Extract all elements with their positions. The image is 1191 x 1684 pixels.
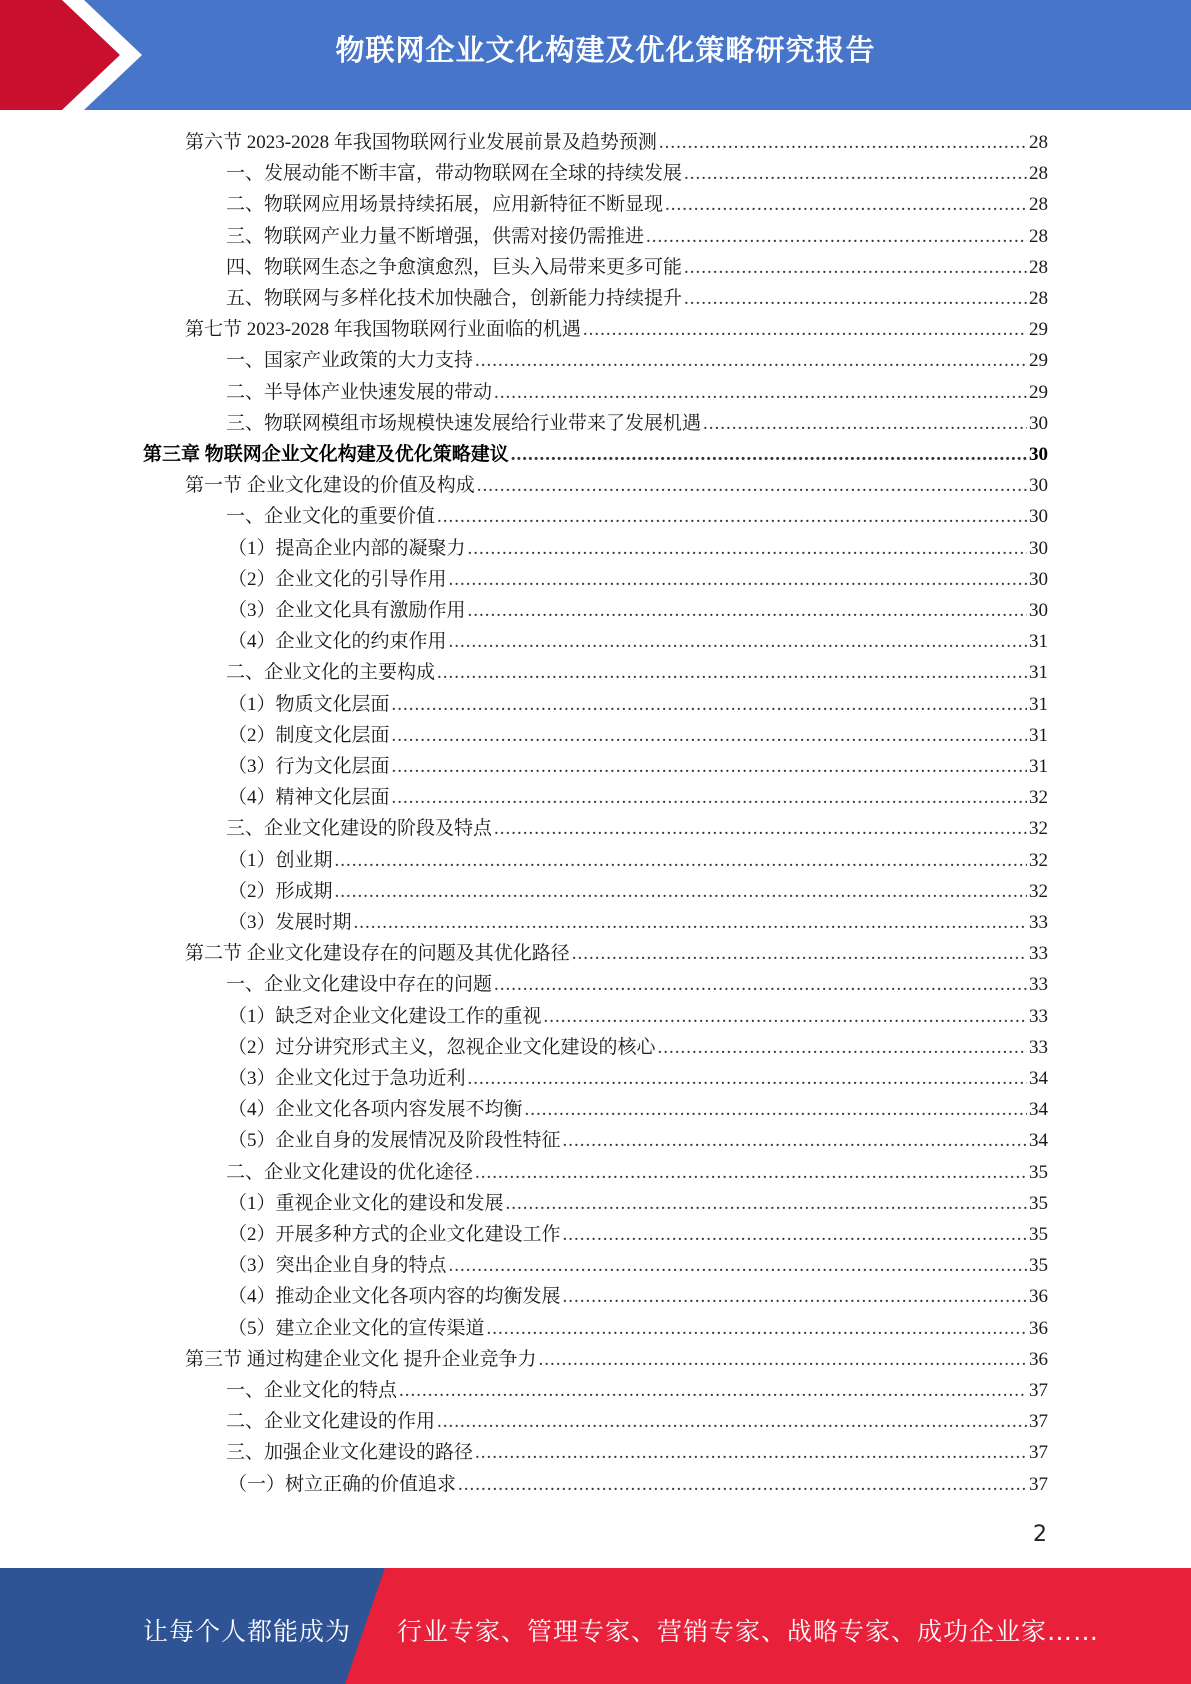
toc-title: （5）企业自身的发展情况及阶段性特征 (228, 1130, 561, 1152)
toc-title: 五、物联网与多样化技术加快融合，创新能力持续提升 (226, 288, 683, 309)
toc-chapter[interactable] (143, 439, 1048, 470)
toc-page-number: 33 (1029, 1005, 1048, 1027)
toc-leader-dots (684, 252, 1027, 283)
toc-leader-dots (659, 127, 1027, 158)
toc-page-number: 31 (1029, 693, 1048, 715)
toc-page-number: 37 (1029, 1473, 1048, 1495)
toc-item[interactable] (228, 533, 1048, 564)
toc-item[interactable] (228, 720, 1048, 751)
toc-page-number: 37 (1029, 1380, 1048, 1401)
toc-title: 第六节 2023-2028 年我国物联网行业发展前景及趋势预测 (185, 132, 657, 153)
toc-title: 二、企业文化建设的作用 (226, 1411, 436, 1433)
toc-leader-dots (583, 314, 1027, 345)
toc-item[interactable] (228, 689, 1048, 720)
toc-leader-dots (563, 1125, 1027, 1156)
toc-item[interactable] (228, 1032, 1048, 1063)
toc-section[interactable] (185, 470, 1048, 501)
toc-item[interactable] (226, 345, 1048, 376)
toc-item[interactable] (228, 782, 1048, 813)
toc-page-number: 30 (1029, 506, 1048, 528)
toc-item[interactable] (228, 626, 1048, 657)
toc-title: 一、企业文化的重要价值 (226, 506, 436, 528)
toc-leader-dots (646, 221, 1027, 252)
toc-item[interactable] (228, 845, 1048, 876)
toc-leader-dots (335, 876, 1027, 907)
toc-title: 一、发展动能不断丰富，带动物联网在全球的持续发展 (226, 163, 683, 185)
toc-title: （2）过分讲究形式主义，忽视企业文化建设的核心 (228, 1036, 656, 1058)
footer-slogan-right: 行业专家、管理专家、营销专家、战略专家、成功企业家…… (397, 1617, 1100, 1646)
toc-page-number: 33 (1029, 974, 1048, 996)
toc-leader-dots (449, 1250, 1027, 1281)
toc-title: （4）企业文化的约束作用 (228, 631, 447, 653)
toc-page-number: 30 (1029, 444, 1048, 465)
toc-leader-dots (475, 1157, 1027, 1188)
toc-leader-dots (684, 283, 1027, 314)
toc-item[interactable] (228, 1281, 1048, 1312)
toc-page-number: 36 (1029, 1317, 1048, 1339)
toc-leader-dots (475, 1437, 1027, 1468)
page-number: 2 (1033, 1522, 1047, 1547)
toc-title: （1）重视企业文化的建设和发展 (228, 1192, 504, 1214)
toc-page-number: 28 (1029, 163, 1048, 185)
toc-page-number: 28 (1029, 256, 1048, 278)
toc-item[interactable] (226, 657, 1048, 688)
toc-page-number: 30 (1029, 600, 1048, 621)
toc-page-number: 34 (1029, 1099, 1048, 1121)
toc-leader-dots (458, 1469, 1027, 1500)
toc-leader-dots (477, 470, 1027, 501)
toc-item[interactable] (226, 1375, 1048, 1406)
toc-leader-dots (475, 345, 1027, 376)
toc-leader-dots (468, 595, 1027, 626)
toc-title: （3）企业文化过于急功近利 (228, 1068, 466, 1089)
toc-section[interactable] (185, 127, 1048, 158)
toc-leader-dots (494, 377, 1027, 408)
toc-title: 第七节 2023-2028 年我国物联网行业面临的机遇 (185, 319, 581, 341)
toc-page-number: 31 (1029, 724, 1048, 746)
toc-page-number: 35 (1029, 1192, 1048, 1214)
toc-item[interactable] (228, 1469, 1048, 1500)
toc-leader-dots (539, 1344, 1027, 1375)
toc-page-number: 28 (1029, 288, 1048, 309)
toc-leader-dots (399, 1375, 1027, 1406)
toc-page-number: 32 (1029, 818, 1048, 840)
toc-title: （2）制度文化层面 (228, 724, 390, 746)
toc-item[interactable] (228, 1001, 1048, 1032)
footer-banner (0, 1568, 1191, 1684)
toc-leader-dots (658, 1032, 1027, 1063)
toc-page-number: 34 (1029, 1130, 1048, 1152)
toc-item[interactable] (226, 1406, 1048, 1437)
toc-title: （2）企业文化的引导作用 (228, 568, 447, 590)
toc-title: 第二节 企业文化建设存在的问题及其优化路径 (185, 943, 570, 965)
toc-item[interactable] (226, 408, 1048, 439)
toc-leader-dots (511, 439, 1027, 470)
toc-item[interactable] (226, 189, 1048, 220)
toc-page-number: 37 (1029, 1442, 1048, 1464)
toc-leader-dots (525, 1094, 1027, 1125)
toc-section[interactable] (185, 1344, 1048, 1375)
toc-title: （2）开展多种方式的企业文化建设工作 (228, 1224, 561, 1245)
toc-page-number: 32 (1029, 787, 1048, 809)
toc-page-number: 30 (1029, 475, 1048, 497)
toc-title: （3）行为文化层面 (228, 756, 390, 777)
toc-item[interactable] (228, 1188, 1048, 1219)
toc-item[interactable] (228, 876, 1048, 907)
toc-title: 三、企业文化建设的阶段及特点 (226, 818, 493, 840)
toc-page-number: 34 (1029, 1068, 1048, 1089)
toc-page-number: 30 (1029, 412, 1048, 434)
toc-title: （3）企业文化具有激励作用 (228, 600, 466, 621)
toc-item[interactable] (228, 1063, 1048, 1094)
toc-page-number: 31 (1029, 631, 1048, 653)
toc-title: 第三章 物联网企业文化构建及优化策略建议 (143, 444, 509, 465)
toc-item[interactable] (228, 751, 1048, 782)
toc-leader-dots (494, 969, 1027, 1000)
toc-title: 二、物联网应用场景持续拓展，应用新特征不断显现 (226, 194, 664, 216)
toc-title: 三、物联网产业力量不断增强，供需对接仍需推进 (226, 225, 645, 247)
toc-leader-dots (563, 1219, 1027, 1250)
toc-title: 二、半导体产业快速发展的带动 (226, 381, 493, 403)
toc-page-number: 30 (1029, 537, 1048, 559)
toc-item[interactable] (228, 1250, 1048, 1281)
toc-title: （3）发展时期 (228, 912, 352, 933)
toc-title: 第一节 企业文化建设的价值及构成 (185, 475, 475, 497)
toc-page-number: 36 (1029, 1286, 1048, 1308)
toc-page-number: 33 (1029, 943, 1048, 965)
toc-title: （1）缺乏对企业文化建设工作的重视 (228, 1005, 542, 1027)
toc-item[interactable] (226, 221, 1048, 252)
toc-title: （1）创业期 (228, 849, 333, 871)
toc-item[interactable] (226, 158, 1048, 189)
toc-item[interactable] (228, 1125, 1048, 1156)
toc-leader-dots (449, 626, 1027, 657)
toc-leader-dots (437, 1406, 1027, 1437)
toc-title: （3）突出企业自身的特点 (228, 1255, 447, 1277)
toc-item[interactable] (226, 252, 1048, 283)
toc-leader-dots (665, 189, 1027, 220)
toc-page-number: 33 (1029, 912, 1048, 933)
toc-page-number: 30 (1029, 568, 1048, 590)
toc-leader-dots (354, 907, 1027, 938)
toc-title: 二、企业文化建设的优化途径 (226, 1161, 474, 1183)
toc-page-number: 29 (1029, 350, 1048, 372)
toc-item[interactable] (226, 501, 1048, 532)
toc-page-number: 35 (1029, 1224, 1048, 1245)
toc-leader-dots (684, 158, 1027, 189)
toc-title: 二、企业文化的主要构成 (226, 662, 436, 684)
toc-page-number: 35 (1029, 1161, 1048, 1183)
toc-title: 三、物联网模组市场规模快速发展给行业带来了发展机遇 (226, 412, 702, 434)
toc-leader-dots (449, 564, 1027, 595)
toc-item[interactable] (226, 969, 1048, 1000)
toc-page-number: 32 (1029, 880, 1048, 902)
toc-leader-dots (468, 1063, 1027, 1094)
toc-title: 四、物联网生态之争愈演愈烈，巨头入局带来更多可能 (226, 256, 683, 278)
report-title: 物联网企业文化构建及优化策略研究报告 (335, 33, 876, 67)
toc-item[interactable] (226, 1157, 1048, 1188)
toc-title: （一）树立正确的价值追求 (228, 1473, 457, 1495)
toc-item[interactable] (226, 283, 1048, 314)
toc-section[interactable] (185, 314, 1048, 345)
toc-page-number: 36 (1029, 1348, 1048, 1370)
toc-title: （4）企业文化各项内容发展不均衡 (228, 1099, 523, 1121)
toc-page-number: 28 (1029, 225, 1048, 247)
toc-leader-dots (506, 1188, 1027, 1219)
toc-title: 第三节 通过构建企业文化 提升企业竞争力 (185, 1348, 537, 1370)
toc-leader-dots (392, 689, 1027, 720)
toc-leader-dots (703, 408, 1027, 439)
header-banner (0, 0, 1191, 110)
toc-section[interactable] (185, 938, 1048, 969)
toc-title: （1）物质文化层面 (228, 693, 390, 715)
toc-leader-dots (437, 501, 1027, 532)
toc-item[interactable] (228, 1313, 1048, 1344)
toc-item[interactable] (228, 1094, 1048, 1125)
toc-title: 一、企业文化的特点 (226, 1380, 398, 1401)
toc-page-number: 29 (1029, 319, 1048, 341)
toc-leader-dots (563, 1281, 1027, 1312)
toc-leader-dots (468, 533, 1027, 564)
toc-title: 三、加强企业文化建设的路径 (226, 1442, 474, 1464)
toc-leader-dots (335, 845, 1027, 876)
toc-item[interactable] (226, 377, 1048, 408)
toc-page-number: 28 (1029, 194, 1048, 216)
toc-title: （4）精神文化层面 (228, 787, 390, 809)
toc-item[interactable] (226, 813, 1048, 844)
toc-item[interactable] (228, 595, 1048, 626)
toc-title: （4）推动企业文化各项内容的均衡发展 (228, 1286, 561, 1308)
toc-title: （1）提高企业内部的凝聚力 (228, 537, 466, 559)
toc-leader-dots (572, 938, 1027, 969)
toc-leader-dots (544, 1001, 1027, 1032)
footer-slogan-left: 让每个人都能成为 (143, 1617, 352, 1646)
toc-page-number: 33 (1029, 1036, 1048, 1058)
toc-page-number: 37 (1029, 1411, 1048, 1433)
toc-item[interactable] (228, 907, 1048, 938)
toc-item[interactable] (228, 564, 1048, 595)
toc-page-number: 31 (1029, 756, 1048, 777)
toc-leader-dots (392, 751, 1027, 782)
toc-page-number: 28 (1029, 132, 1048, 153)
toc-page-number: 31 (1029, 662, 1048, 684)
toc-title: 一、国家产业政策的大力支持 (226, 350, 474, 372)
toc-leader-dots (437, 657, 1027, 688)
toc-page-number: 29 (1029, 381, 1048, 403)
toc-item[interactable] (228, 1219, 1048, 1250)
toc-leader-dots (487, 1313, 1027, 1344)
toc-page-number: 32 (1029, 849, 1048, 871)
toc-leader-dots (494, 813, 1027, 844)
toc-title: （2）形成期 (228, 880, 333, 902)
toc-title: 一、企业文化建设中存在的问题 (226, 974, 493, 996)
toc-leader-dots (392, 720, 1027, 751)
toc-item[interactable] (226, 1437, 1048, 1468)
toc-leader-dots (392, 782, 1027, 813)
toc-title: （5）建立企业文化的宣传渠道 (228, 1317, 485, 1339)
toc-page-number: 35 (1029, 1255, 1048, 1277)
